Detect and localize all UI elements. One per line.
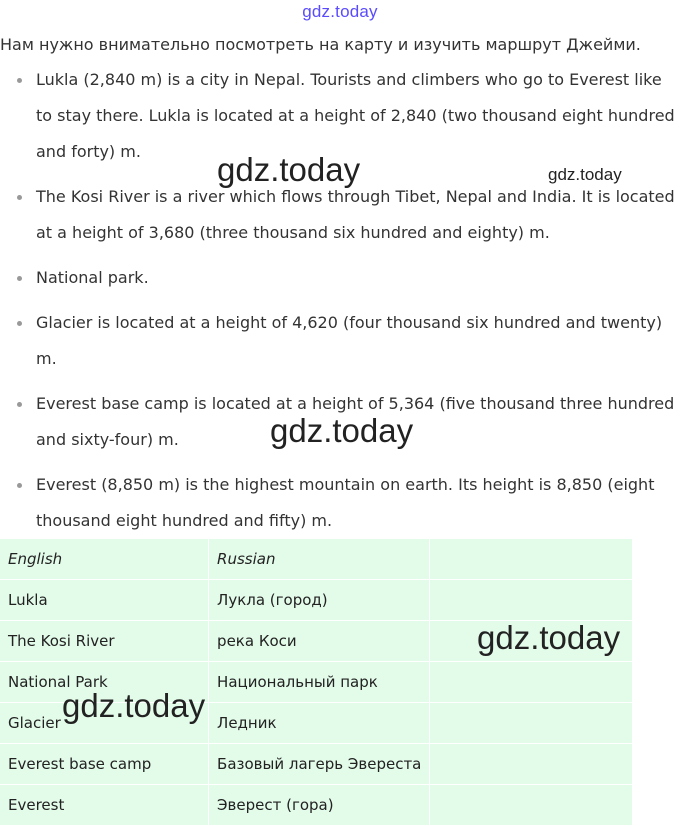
russian-cell: Базовый лагерь Эвереста <box>209 744 430 785</box>
table-header-row <box>0 539 632 580</box>
watermark: gdz.today <box>548 165 622 184</box>
russian-cell: Лукла (город) <box>209 580 430 621</box>
list-item: Glacier is located at a height of 4,620 (four thousand six hundred and twenty) m. <box>0 305 680 377</box>
watermark: gdz.today <box>270 412 414 449</box>
russian-cell: река Коси <box>209 621 430 662</box>
list-item: Everest base camp is located at a height of 5,364 (five thousand three hundred and sixty-four) m. <box>0 386 680 458</box>
english-cell: Everest base camp <box>0 744 209 785</box>
english-cell: Lukla <box>0 580 209 621</box>
watermark: gdz.today <box>62 687 206 724</box>
list-item: Everest (8,850 m) is the highest mountain on earth. Its height is 8,850 (eight thousand eight hundred and fifty) m. <box>0 467 680 539</box>
list-item: National park. <box>0 260 680 296</box>
table-row <box>0 621 632 662</box>
list-item: Lukla (2,840 m) is a city in Nepal. Tourists and climbers who go to Everest like to stay there. Lukla is located at a height of 2,840 (two thousand eight hundred and forty) m. <box>0 62 680 170</box>
empty-cell <box>430 539 632 580</box>
watermark: gdz.today <box>217 151 361 188</box>
russian-cell: Ледник <box>209 703 430 744</box>
top-watermark: gdz.today <box>302 2 378 21</box>
empty-cell <box>430 580 632 621</box>
watermark: gdz.today <box>477 619 621 656</box>
intro-text: Нам нужно внимательно посмотреть на карту и изучить маршрут Джейми. <box>0 35 641 54</box>
russian-cell: Национальный парк <box>209 662 430 703</box>
table-row <box>0 703 632 744</box>
empty-cell <box>430 621 632 662</box>
table-row <box>0 662 632 703</box>
table-row <box>0 580 632 621</box>
english-cell: Everest <box>0 785 209 826</box>
list-item: The Kosi River is a river which flows through Tibet, Nepal and India. It is located at a height of 3,680 (three thousand six hundred and eighty) m. <box>0 179 680 251</box>
english-cell: Glacier <box>0 703 209 744</box>
table-row <box>0 785 632 826</box>
column-header-russian: Russian <box>209 539 430 580</box>
empty-cell <box>430 703 632 744</box>
empty-cell <box>430 785 632 826</box>
english-cell: National Park <box>0 662 209 703</box>
table-row <box>0 744 632 785</box>
empty-cell <box>430 662 632 703</box>
bullet-list <box>0 62 680 548</box>
vocabulary-table <box>0 539 632 826</box>
column-header-english: English <box>0 539 209 580</box>
russian-cell: Эверест (гора) <box>209 785 430 826</box>
english-cell: The Kosi River <box>0 621 209 662</box>
empty-cell <box>430 744 632 785</box>
